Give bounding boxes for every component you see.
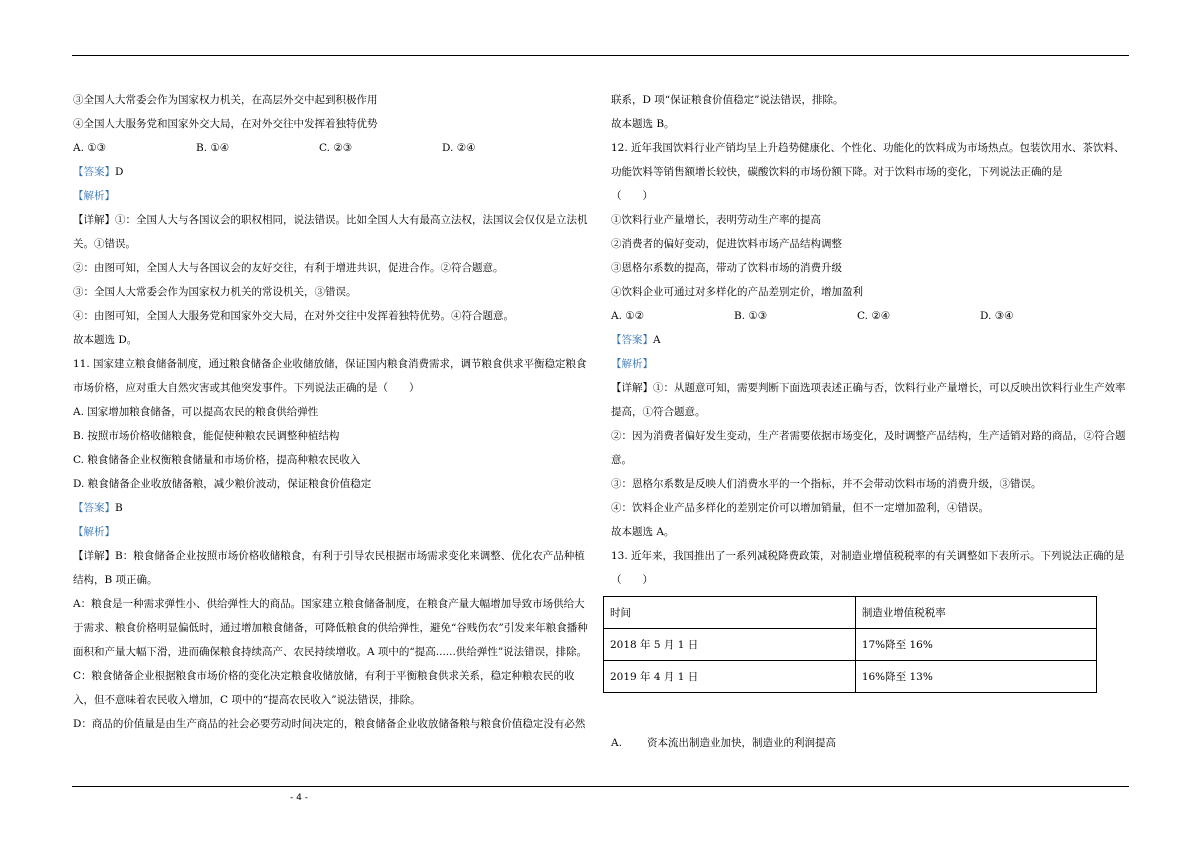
q12-detail-2: ②：因为消费者偏好发生变动，生产者需要依据市场变化，及时调整产品结构，生产适销对路的商品，②符合题意。 [611, 430, 1126, 466]
table-row [604, 661, 1097, 693]
answer-tag: 【答案】 [73, 502, 115, 514]
q10-detail-2: ②：由图可知，全国人大与各国议会的友好交往，有利于增进共识，促进合作。②符合题意。 [73, 262, 504, 274]
q11-stem: 11. 国家建立粮食储备制度，通过粮食储备企业收储放储，保证国内粮食消费需求，调节粮食供求平衡稳定粮食市场价格，应对重大自然灾害或其他突发事件。下列说法正确的是（ ） [73, 358, 587, 394]
q10-option-4: ④全国人大服务党和国家外交大局，在对外交往中发挥着独特优势 [73, 118, 378, 130]
right-column [611, 88, 1131, 693]
table-cell: 2018 年 5 月 1 日 [604, 629, 856, 661]
q12-option-3: ③恩格尔系数的提高，带动了饮料市场的消费升级 [611, 262, 842, 274]
q12-option-4: ④饮料企业可通过对多样化的产品差别定价，增加盈利 [611, 286, 863, 298]
q11-detail-c: C：粮食储备企业根据粮食市场价格的变化决定粮食收储放储，有利于平衡粮食供求关系，稳定种粮农民的收入，但不意味着农民收入增加，C 项中的“提高农民收入”说法错误，排除。 [73, 670, 575, 706]
q13-option-a-label: A. [611, 737, 622, 749]
q11-analysis-tag: 【解析】 [73, 526, 115, 538]
q11-conclusion: 故本题选 B。 [611, 118, 675, 130]
header-rule [72, 55, 1129, 56]
q13-stem: 13. 近年来，我国推出了一系列减税降费政策，对制造业增值税税率的有关调整如下表所示。下列说法正确的是（ ） [611, 550, 1125, 586]
answer-value: A [653, 334, 661, 346]
tax-rate-table [603, 596, 1097, 693]
q11-option-d: D. 粮食储备企业收放储备粮，减少粮价波动，保证粮食价值稳定 [73, 478, 372, 490]
q12-answer [611, 328, 1131, 352]
q11-detail-d-continued: 联系，D 项“保证粮食价值稳定”说法错误，排除。 [611, 94, 844, 106]
q10-option-3: ③全国人大常委会作为国家权力机关，在高层外交中起到积极作用 [73, 94, 378, 106]
q11-detail-a: A：粮食是一种需求弹性小、供给弹性大的商品。国家建立粮食储备制度，在粮食产量大幅增加导致市场供给大于需求、粮食价格明显偏低时，通过增加粮食储备，可降低粮食的供给弹性，避免“谷贱伤农”引发来年粮食播种面积和产量大幅下滑，进而确保粮食持续高产、农民持续增收。A 项中的“提高......供给弹性”说法错误，排除。 [73, 598, 588, 658]
q12-paren: （ ） [611, 190, 653, 202]
q12-detail-3: ③：恩格尔系数是反映人们消费水平的一个指标，并不会带动饮料市场的消费升级，③错误。 [611, 478, 1042, 490]
q12-choice-d: D. ③④ [980, 310, 1014, 322]
table-row [604, 629, 1097, 661]
q10-detail-3: ③：全国人大常委会作为国家权力机关的常设机关，③错误。 [73, 286, 357, 298]
q11-option-a: A. 国家增加粮食储备，可以提高农民的粮食供给弹性 [73, 406, 319, 418]
answer-tag: 【答案】 [73, 166, 115, 178]
footer-rule [72, 786, 1129, 787]
table-header-cell: 时间 [604, 597, 856, 629]
q10-analysis-tag: 【解析】 [73, 190, 115, 202]
q12-choice-a: A. ①② [611, 310, 645, 322]
q12-option-1: ①饮料行业产量增长，表明劳动生产率的提高 [611, 214, 821, 226]
q10-detail-4: ④：由图可知，全国人大服务党和国家外交大局，在对外交往中发挥着独特优势。④符合题意。 [73, 310, 514, 322]
q10-choice-b: B. ①④ [196, 142, 230, 154]
q12-conclusion: 故本题选 A。 [611, 526, 675, 538]
q11-detail-b: 【详解】B：粮食储备企业按照市场价格收储粮食，有利于引导农民根据市场需求变化来调整、优化农产品种植结构，B 项正确。 [73, 550, 585, 586]
q12-choices [611, 304, 1131, 328]
q10-choice-c: C. ②③ [319, 142, 353, 154]
q10-detail-1: 【详解】①：全国人大与各国议会的职权相同，说法错误。比如全国人大有最高立法权，法国议会仅仅是立法机关。①错误。 [73, 214, 588, 250]
answer-tag: 【答案】 [611, 334, 653, 346]
q10-conclusion: 故本题选 D。 [73, 334, 138, 346]
q10-choice-a: A. ①③ [73, 142, 107, 154]
answer-value: D [115, 166, 124, 178]
q11-detail-d: D：商品的价值量是由生产商品的社会必要劳动时间决定的，粮食储备企业收放储备粮与粮食价值稳定没有必然 [73, 718, 586, 730]
q12-choice-c: C. ②④ [857, 310, 891, 322]
q12-analysis-tag: 【解析】 [611, 358, 653, 370]
q12-detail-1: 【详解】①：从题意可知，需要判断下面选项表述正确与否，饮料行业产量增长，可以反映出饮料行业生产效率提高，①符合题意。 [611, 382, 1126, 418]
q13-option-a-text: 资本流出制造业加快，制造业的利润提高 [647, 737, 836, 749]
q10-choice-d: D. ②④ [442, 142, 476, 154]
left-column [73, 88, 593, 736]
q13-option-a [611, 733, 836, 753]
q12-detail-4: ④：饮料企业产品多样化的差别定价可以增加销量，但不一定增加盈利，④错误。 [611, 502, 989, 514]
table-header-cell: 制造业增值税税率 [855, 597, 1096, 629]
q11-option-c: C. 粮食储备企业权衡粮食储量和市场价格，提高种粮农民收入 [73, 454, 361, 466]
answer-value: B [115, 502, 123, 514]
table-cell: 2019 年 4 月 1 日 [604, 661, 856, 693]
q12-stem: 12. 近年我国饮料行业产销均呈上升趋势健康化、个性化、功能化的饮料成为市场热点。包装饮用水、茶饮料、功能饮料等销售额增长较快，碳酸饮料的市场份额下降。对于饮料市场的变化，下列说法正确的是 [611, 142, 1125, 178]
q11-answer [73, 496, 593, 520]
q12-choice-b: B. ①③ [734, 310, 768, 322]
table-cell: 16%降至 13% [855, 661, 1096, 693]
table-cell: 17%降至 16% [855, 629, 1096, 661]
q10-choices [73, 136, 593, 160]
q12-option-2: ②消费者的偏好变动，促进饮料市场产品结构调整 [611, 238, 842, 250]
q10-answer [73, 160, 593, 184]
table-header-row [604, 597, 1097, 629]
q11-option-b: B. 按照市场价格收储粮食，能促使种粮农民调整种植结构 [73, 430, 340, 442]
page-number: - 4 - [290, 793, 308, 803]
